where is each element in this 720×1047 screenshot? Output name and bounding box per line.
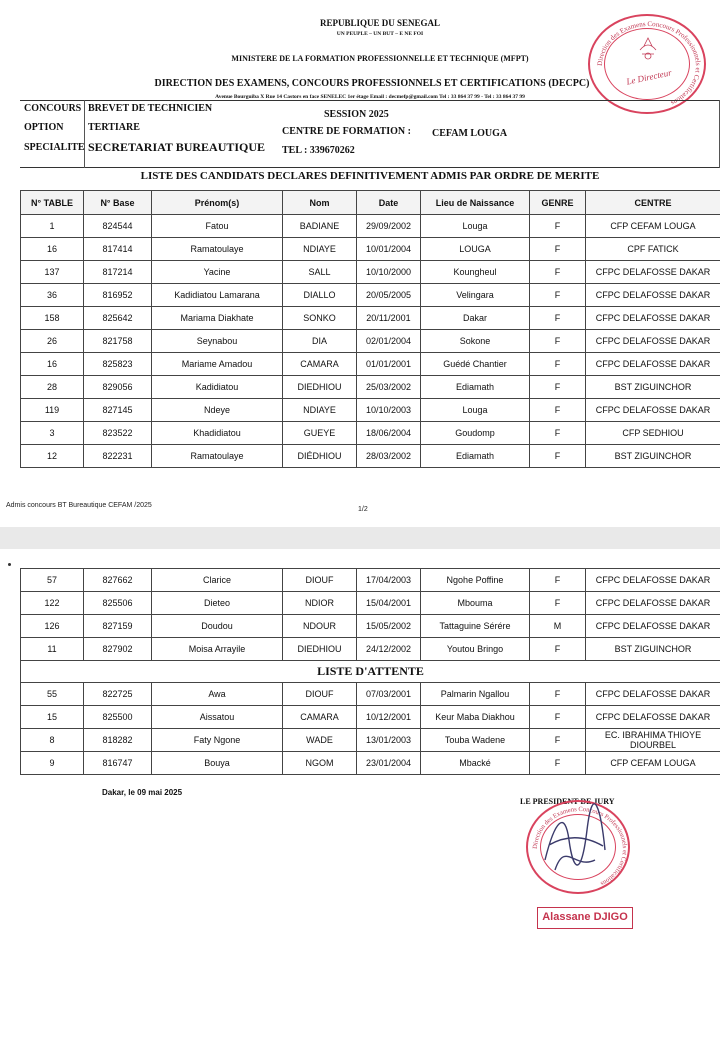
bullet-mark <box>8 563 11 566</box>
cell-date: 24/12/2002 <box>357 638 421 661</box>
option-label: OPTION <box>24 122 64 133</box>
option-value: TERTIARE <box>88 122 140 133</box>
cell-lieu: Dakar <box>421 307 530 330</box>
cell-base: 823522 <box>84 422 152 445</box>
cell-table: 55 <box>21 683 84 706</box>
table-row <box>21 376 720 399</box>
cell-genre: F <box>530 399 586 422</box>
jury-president-label: LE PRESIDENT DE JURY <box>520 797 615 806</box>
cell-prenom: Doudou <box>152 615 283 638</box>
cell-nom: CAMARA <box>283 353 357 376</box>
cell-genre: F <box>530 683 586 706</box>
cell-table: 12 <box>21 445 84 468</box>
cell-table: 15 <box>21 706 84 729</box>
cell-base: 818282 <box>84 729 152 752</box>
direction-title: DIRECTION DES EXAMENS, CONCOURS PROFESSIONNELS ET CERTIFICATIONS (DECPC) <box>154 78 590 89</box>
svg-text:Direction des Examens Concours: Direction des Examens Concours Professionnels et Certifications <box>595 19 703 108</box>
cell-lieu: Mbacké <box>421 752 530 775</box>
cell-prenom: Awa <box>152 683 283 706</box>
cell-nom: SALL <box>283 261 357 284</box>
admis-rows-page2 <box>21 569 720 661</box>
cell-base: 825642 <box>84 307 152 330</box>
cell-lieu: Ediamath <box>421 445 530 468</box>
footer-page-number: 1/2 <box>358 506 368 513</box>
cell-date: 10/12/2001 <box>357 706 421 729</box>
cell-date: 15/05/2002 <box>357 615 421 638</box>
cell-date: 02/01/2004 <box>357 330 421 353</box>
cell-genre: F <box>530 261 586 284</box>
table-row <box>21 261 720 284</box>
cell-date: 23/01/2004 <box>357 752 421 775</box>
cell-nom: DIOUF <box>283 569 357 592</box>
cell-prenom: Ramatoulaye <box>152 238 283 261</box>
cell-date: 10/10/2000 <box>357 261 421 284</box>
cell-nom: NDIOR <box>283 592 357 615</box>
cell-table: 9 <box>21 752 84 775</box>
cell-centre: BST ZIGUINCHOR <box>586 445 720 468</box>
footer-document-label: Admis concours BT Bureautique CEFAM /2025 <box>6 502 152 509</box>
cell-prenom: Yacine <box>152 261 283 284</box>
centre-tel: TEL : 339670262 <box>282 145 355 156</box>
cell-centre: CFPC DELAFOSSE DAKAR <box>586 683 720 706</box>
table-row <box>21 638 720 661</box>
cell-genre: F <box>530 569 586 592</box>
cell-centre: BST ZIGUINCHOR <box>586 638 720 661</box>
ministry-title: MINISTERE DE LA FORMATION PROFESSIONNELLE ET TECHNIQUE (MFPT) <box>231 54 529 63</box>
cell-table: 126 <box>21 615 84 638</box>
specialite-value: SECRETARIAT BUREAUTIQUE <box>88 140 266 154</box>
cell-centre: CFPC DELAFOSSE DAKAR <box>586 307 720 330</box>
col-base: N° Base <box>84 191 152 215</box>
cell-table: 8 <box>21 729 84 752</box>
cell-table: 26 <box>21 330 84 353</box>
concours-value: BREVET DE TECHNICIEN <box>88 103 213 114</box>
cell-table: 137 <box>21 261 84 284</box>
cell-nom: NGOM <box>283 752 357 775</box>
cell-base: 827662 <box>84 569 152 592</box>
table-header-row <box>21 191 720 215</box>
cell-date: 15/04/2001 <box>357 592 421 615</box>
cell-date: 07/03/2001 <box>357 683 421 706</box>
cell-genre: F <box>530 706 586 729</box>
cell-table: 11 <box>21 638 84 661</box>
page-separator <box>0 527 720 549</box>
col-date: Date <box>357 191 421 215</box>
cell-lieu: Sokone <box>421 330 530 353</box>
cell-lieu: LOUGA <box>421 238 530 261</box>
cell-date: 20/05/2005 <box>357 284 421 307</box>
cell-prenom: Faty Ngone <box>152 729 283 752</box>
cell-nom: DIALLO <box>283 284 357 307</box>
cell-table: 119 <box>21 399 84 422</box>
cell-lieu: Goudomp <box>421 422 530 445</box>
table-row <box>21 238 720 261</box>
cell-table: 158 <box>21 307 84 330</box>
cell-lieu: Koungheul <box>421 261 530 284</box>
admis-table-page1 <box>20 190 720 468</box>
cell-table: 16 <box>21 238 84 261</box>
cell-prenom: Ndeye <box>152 399 283 422</box>
cell-nom: CAMARA <box>283 706 357 729</box>
cell-centre: CFPC DELAFOSSE DAKAR <box>586 261 720 284</box>
cell-genre: F <box>530 638 586 661</box>
cell-nom: GUEYE <box>283 422 357 445</box>
cell-date: 10/10/2003 <box>357 399 421 422</box>
col-prenom: Prénom(s) <box>152 191 283 215</box>
table-row <box>21 353 720 376</box>
cell-base: 822725 <box>84 683 152 706</box>
cell-centre: CFP CEFAM LOUGA <box>586 215 720 238</box>
cell-prenom: Kadidiatou Lamarana <box>152 284 283 307</box>
cell-centre: CFPC DELAFOSSE DAKAR <box>586 569 720 592</box>
cell-centre: CFP CEFAM LOUGA <box>586 752 720 775</box>
cell-date: 17/04/2003 <box>357 569 421 592</box>
cell-prenom: Khadidiatou <box>152 422 283 445</box>
cell-base: 822231 <box>84 445 152 468</box>
cell-base: 827145 <box>84 399 152 422</box>
centre-label: CENTRE DE FORMATION : <box>282 126 411 137</box>
cell-table: 16 <box>21 353 84 376</box>
admis-rows-page1 <box>21 215 720 468</box>
cell-genre: F <box>530 752 586 775</box>
table-row <box>21 592 720 615</box>
attente-title: LISTE D'ATTENTE <box>21 661 720 683</box>
cell-nom: NDIAYE <box>283 399 357 422</box>
table-row <box>21 422 720 445</box>
cell-centre: CFPC DELAFOSSE DAKAR <box>586 353 720 376</box>
cell-genre: F <box>530 729 586 752</box>
cell-nom: DIOUF <box>283 683 357 706</box>
col-table: N° TABLE <box>21 191 84 215</box>
cell-base: 817214 <box>84 261 152 284</box>
cell-base: 816747 <box>84 752 152 775</box>
cell-base: 816952 <box>84 284 152 307</box>
cell-centre: EC. IBRAHIMA THIOYE DIOURBEL <box>586 729 720 752</box>
cell-date: 29/09/2002 <box>357 215 421 238</box>
col-centre: CENTRE <box>586 191 720 215</box>
cell-date: 25/03/2002 <box>357 376 421 399</box>
table-row <box>21 215 720 238</box>
cell-genre: F <box>530 445 586 468</box>
cell-date: 13/01/2003 <box>357 729 421 752</box>
table-row <box>21 729 720 752</box>
table-row <box>21 445 720 468</box>
table-row <box>21 683 720 706</box>
address-line: Avenue Bourguiba X Rue 14 Castors en face SENELEC 1er étage Email : decmefp@gmail.com Tel : 33 864 37 99 - Tel : 33 864 37 99 <box>215 94 525 100</box>
attente-rows <box>21 683 720 775</box>
table-row <box>21 752 720 775</box>
cell-prenom: Aissatou <box>152 706 283 729</box>
table-row <box>21 284 720 307</box>
col-lieu: Lieu de Naissance <box>421 191 530 215</box>
cell-table: 36 <box>21 284 84 307</box>
cell-prenom: Mariama Diakhate <box>152 307 283 330</box>
cell-genre: F <box>530 592 586 615</box>
table-row <box>21 330 720 353</box>
signature-icon <box>535 800 615 890</box>
cell-prenom: Fatou <box>152 215 283 238</box>
cell-prenom: Clarice <box>152 569 283 592</box>
cell-genre: F <box>530 238 586 261</box>
cell-table: 122 <box>21 592 84 615</box>
cell-base: 824544 <box>84 215 152 238</box>
cell-lieu: Ediamath <box>421 376 530 399</box>
admis-table-page2 <box>20 568 720 775</box>
cell-prenom: Kadidiatou <box>152 376 283 399</box>
cell-nom: DIÉDHIOU <box>283 445 357 468</box>
place-date: Dakar, le 09 mai 2025 <box>102 788 183 797</box>
cell-centre: CFPC DELAFOSSE DAKAR <box>586 284 720 307</box>
president-name: Alassane DJIGO <box>537 907 633 929</box>
cell-table: 28 <box>21 376 84 399</box>
cell-genre: F <box>530 353 586 376</box>
cell-lieu: Touba Wadene <box>421 729 530 752</box>
cell-lieu: Velingara <box>421 284 530 307</box>
director-stamp <box>588 14 706 114</box>
cell-date: 01/01/2001 <box>357 353 421 376</box>
cell-centre: CPF FATICK <box>586 238 720 261</box>
national-motto: UN PEUPLE – UN BUT – E NE FOI <box>336 31 424 37</box>
table-row <box>21 569 720 592</box>
cell-nom: DIEDHIOU <box>283 638 357 661</box>
cell-lieu: Tattaguine Sérére <box>421 615 530 638</box>
cell-genre: F <box>530 422 586 445</box>
cell-genre: M <box>530 615 586 638</box>
cell-centre: CFP SEDHIOU <box>586 422 720 445</box>
table-row <box>21 399 720 422</box>
table-row <box>21 307 720 330</box>
table-row <box>21 706 720 729</box>
cell-centre: CFPC DELAFOSSE DAKAR <box>586 592 720 615</box>
cell-prenom: Dieteo <box>152 592 283 615</box>
cell-prenom: Moisa Arrayile <box>152 638 283 661</box>
cell-nom: BADIANE <box>283 215 357 238</box>
col-genre: GENRE <box>530 191 586 215</box>
cell-nom: WADE <box>283 729 357 752</box>
concours-label: CONCOURS <box>24 103 82 114</box>
cell-nom: NDIAYE <box>283 238 357 261</box>
cell-genre: F <box>530 330 586 353</box>
cell-genre: F <box>530 307 586 330</box>
cell-centre: CFPC DELAFOSSE DAKAR <box>586 330 720 353</box>
cell-nom: DIEDHIOU <box>283 376 357 399</box>
cell-base: 825823 <box>84 353 152 376</box>
cell-lieu: Mbouma <box>421 592 530 615</box>
list-title: LISTE DES CANDIDATS DECLARES DEFINITIVEMENT ADMIS PAR ORDRE DE MERITE <box>140 170 600 182</box>
cell-table: 3 <box>21 422 84 445</box>
table-row <box>21 615 720 638</box>
cell-genre: F <box>530 215 586 238</box>
cell-nom: SONKO <box>283 307 357 330</box>
cell-prenom: Ramatoulaye <box>152 445 283 468</box>
cell-lieu: Youtou Bringo <box>421 638 530 661</box>
cell-centre: CFPC DELAFOSSE DAKAR <box>586 706 720 729</box>
cell-base: 825506 <box>84 592 152 615</box>
cell-date: 28/03/2002 <box>357 445 421 468</box>
cell-base: 827902 <box>84 638 152 661</box>
cell-centre: CFPC DELAFOSSE DAKAR <box>586 615 720 638</box>
cell-genre: F <box>530 376 586 399</box>
cell-prenom: Seynabou <box>152 330 283 353</box>
cell-prenom: Bouya <box>152 752 283 775</box>
cell-lieu: Ngohe Poffine <box>421 569 530 592</box>
cell-date: 10/01/2004 <box>357 238 421 261</box>
cell-prenom: Mariame Amadou <box>152 353 283 376</box>
col-nom: Nom <box>283 191 357 215</box>
cell-lieu: Keur Maba Diakhou <box>421 706 530 729</box>
session-label: SESSION 2025 <box>324 109 389 120</box>
cell-base: 827159 <box>84 615 152 638</box>
cell-date: 20/11/2001 <box>357 307 421 330</box>
cell-lieu: Louga <box>421 399 530 422</box>
centre-value: CEFAM LOUGA <box>432 128 508 139</box>
cell-centre: BST ZIGUINCHOR <box>586 376 720 399</box>
cell-centre: CFPC DELAFOSSE DAKAR <box>586 399 720 422</box>
cell-base: 829056 <box>84 376 152 399</box>
cell-lieu: Guédé Chantier <box>421 353 530 376</box>
cell-base: 825500 <box>84 706 152 729</box>
stamp-center-text: Le Directeur <box>625 67 673 87</box>
cell-nom: DIA <box>283 330 357 353</box>
attente-title-row <box>21 661 720 683</box>
cell-table: 57 <box>21 569 84 592</box>
svg-text:Direction des Examens Concours: Direction des Examens Concours Professionnels et Certifications <box>531 805 629 888</box>
cell-genre: F <box>530 284 586 307</box>
cell-base: 817414 <box>84 238 152 261</box>
cell-base: 821758 <box>84 330 152 353</box>
cell-nom: NDOUR <box>283 615 357 638</box>
cell-lieu: Louga <box>421 215 530 238</box>
republic-title: REPUBLIQUE DU SENEGAL <box>319 18 441 28</box>
cell-date: 18/06/2004 <box>357 422 421 445</box>
cell-table: 1 <box>21 215 84 238</box>
cell-lieu: Palmarin Ngallou <box>421 683 530 706</box>
specialite-label: SPECIALITE <box>24 142 85 153</box>
